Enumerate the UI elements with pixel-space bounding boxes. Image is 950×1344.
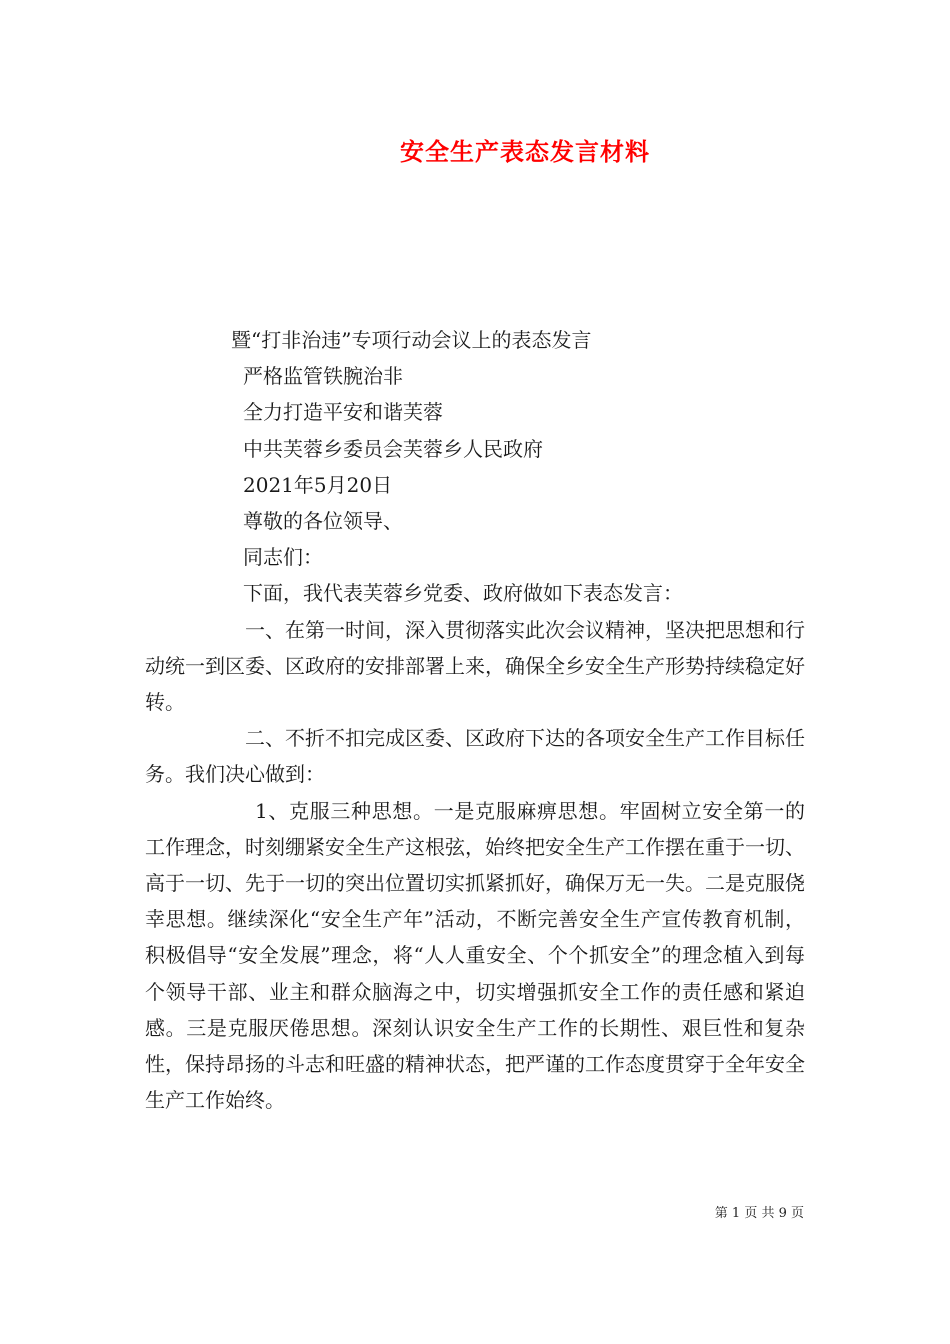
point-2-paragraph: 二、不折不扣完成区委、区政府下达的各项安全生产工作目标任务。我们决心做到： xyxy=(145,726,805,787)
headline-2: 全力打造平安和谐芙蓉 xyxy=(243,400,443,425)
organization-name: 中共芙蓉乡委员会芙蓉乡人民政府 xyxy=(243,436,543,461)
salutation-line-1: 尊敬的各位领导、 xyxy=(243,508,403,533)
headline-1: 严格监管铁腕治非 xyxy=(243,364,403,389)
document-date: 2021年5月20日 xyxy=(243,472,393,497)
page-title: 安全生产表态发言材料 xyxy=(400,138,650,166)
salutation-line-2: 同志们： xyxy=(243,545,323,570)
document-body xyxy=(145,322,805,1118)
intro-paragraph: 下面，我代表芙蓉乡党委、政府做如下表态发言： xyxy=(243,581,683,606)
point-2-1-paragraph: 1、克服三种思想。一是克服麻痹思想。牢固树立安全第一的工作理念，时刻绷紧安全生产这根弦，始终把安全生产工作摆在重于一切、高于一切、先于一切的突出位置切实抓紧抓好，确保万无一失。二是克服侥幸思想。继续深化“安全生产年”活动，不断完善安全生产宣传教育机制，积极倡导“安全发展”理念，将“人人重安全、个个抓安全”的理念植入到每个领导干部、业主和群众脑海之中，切实增强抓安全工作的责任感和紧迫感。三是克服厌倦思想。深刻认识安全生产工作的长期性、艰巨性和复杂性，保持昂扬的斗志和旺盛的精神状态，把严谨的工作态度贯穿于全年安全生产工作始终。 xyxy=(145,798,805,1113)
page-number: 第 1 页 共 9 页 xyxy=(714,1206,804,1221)
point-1-paragraph: 一、在第一时间，深入贯彻落实此次会议精神，坚决把思想和行动统一到区委、区政府的安排部署上来，确保全乡安全生产形势持续稳定好转。 xyxy=(145,617,805,714)
subtitle: 暨“打非治违”专项行动会议上的表态发言 xyxy=(231,328,592,352)
